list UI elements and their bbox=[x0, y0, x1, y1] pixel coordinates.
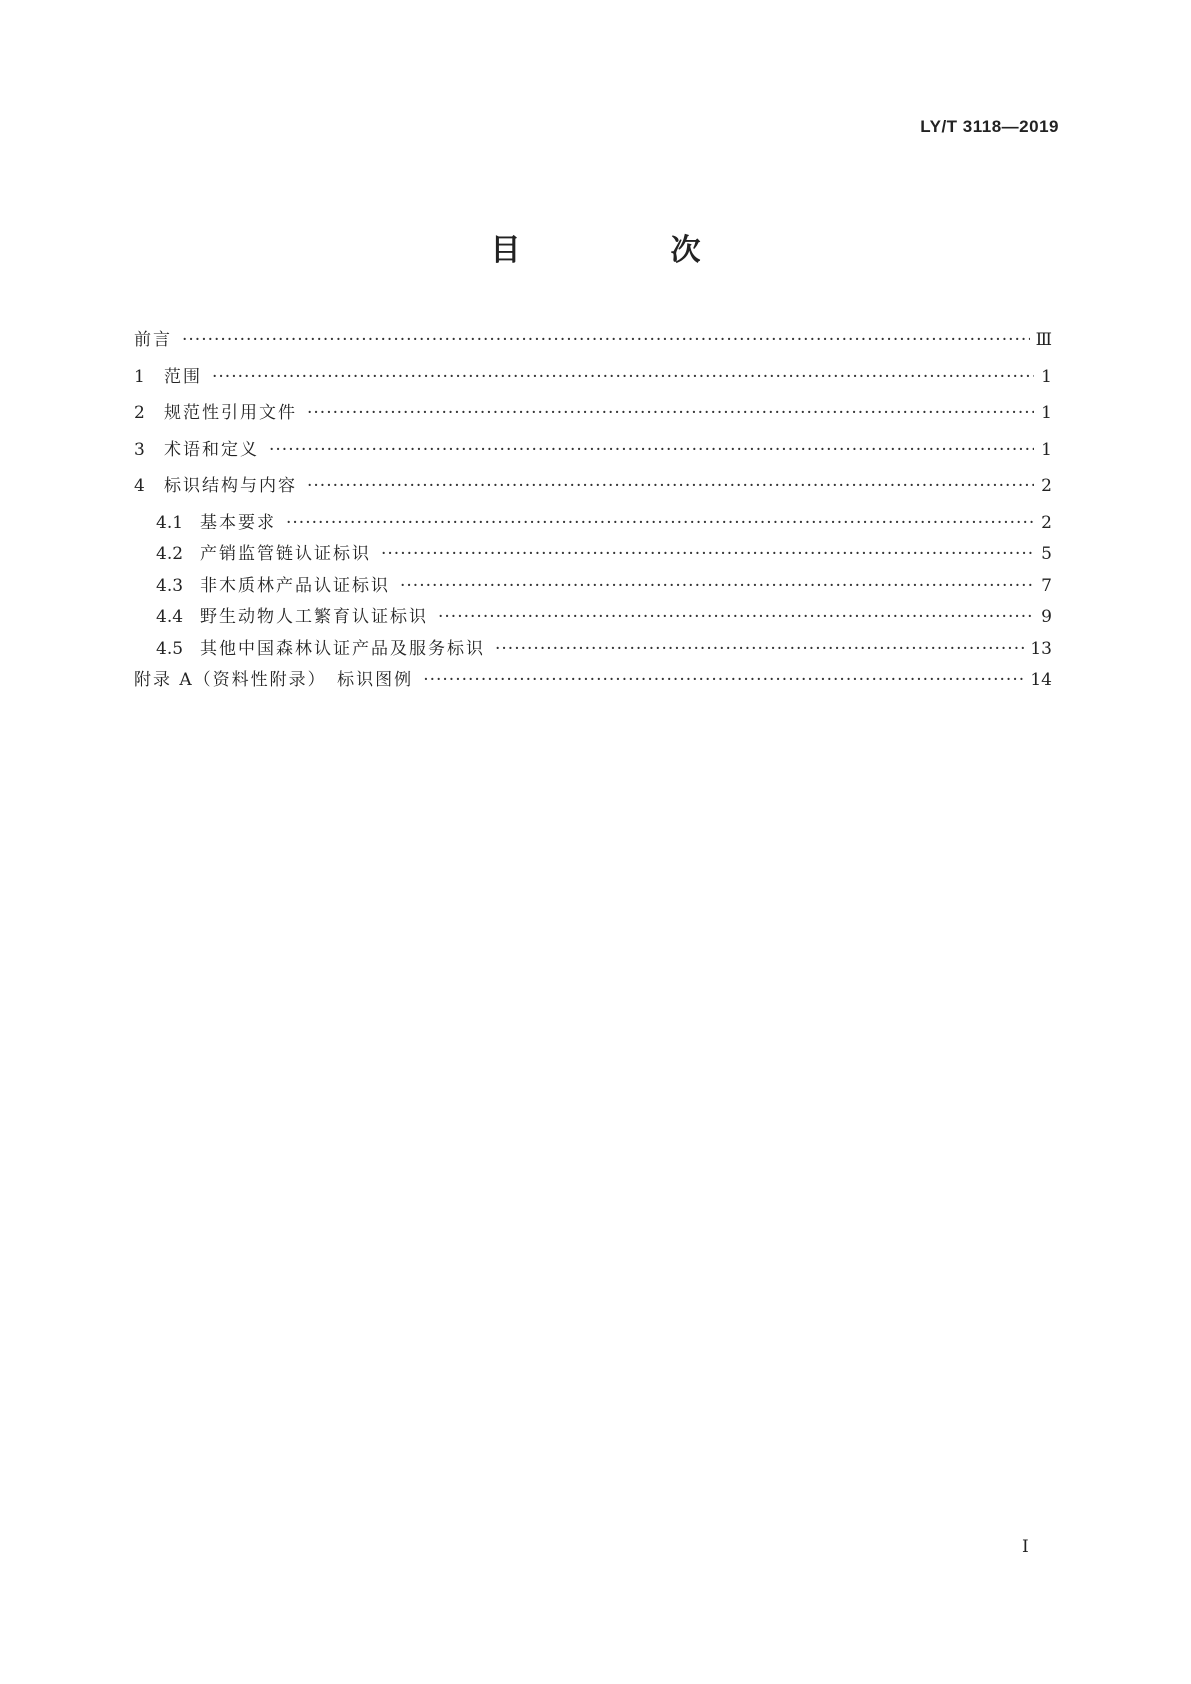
toc-entry-page: Ⅲ bbox=[1035, 330, 1052, 350]
toc-entry-title: 野生动物人工繁育认证标识 bbox=[200, 607, 428, 627]
toc-entry-number: 1 bbox=[134, 366, 145, 387]
toc-entry-number: 2 bbox=[134, 403, 145, 423]
toc-entry-basic-requirements[interactable] bbox=[134, 508, 1052, 540]
toc-entry-number: 4 bbox=[134, 476, 145, 496]
toc-entry-other-products[interactable] bbox=[134, 634, 1052, 666]
toc-entry-foreword[interactable] bbox=[134, 325, 1052, 362]
toc-entry-terms[interactable] bbox=[134, 435, 1052, 472]
toc-entry-number: 4.5 bbox=[156, 638, 184, 659]
toc-entry-page: 2 bbox=[1041, 476, 1052, 496]
toc-entry-title: 附录 A（资料性附录） 标识图例 bbox=[134, 670, 414, 690]
toc-entry-page: 14 bbox=[1030, 670, 1052, 690]
page-number: I bbox=[1022, 1537, 1029, 1557]
toc-entry-normative-references[interactable] bbox=[134, 398, 1052, 435]
toc-leader-dots bbox=[269, 440, 1034, 460]
toc-leader-dots bbox=[495, 639, 1024, 659]
toc-leader-dots bbox=[212, 367, 1034, 387]
toc-leader-dots bbox=[307, 476, 1034, 496]
toc-entry-page: 13 bbox=[1030, 638, 1052, 659]
toc-entry-page: 1 bbox=[1041, 366, 1052, 387]
toc-entry-number: 4.3 bbox=[156, 575, 184, 596]
toc-leader-dots bbox=[438, 607, 1034, 627]
toc-entry-title: 规范性引用文件 bbox=[164, 403, 297, 423]
toc-entry-title: 范围 bbox=[164, 366, 202, 387]
toc-entry-number: 4.4 bbox=[156, 607, 184, 627]
toc-entry-page: 1 bbox=[1041, 439, 1052, 460]
toc-entry-page: 7 bbox=[1041, 575, 1052, 596]
page-title: 目 次 bbox=[490, 233, 761, 268]
toc-entry-title: 标识结构与内容 bbox=[164, 476, 297, 496]
toc-leader-dots bbox=[400, 576, 1034, 596]
toc-entry-number: 3 bbox=[134, 439, 145, 460]
toc-entry-title: 术语和定义 bbox=[164, 439, 259, 460]
toc-leader-dots bbox=[307, 403, 1034, 423]
toc-entry-title: 其他中国森林认证产品及服务标识 bbox=[200, 638, 485, 659]
toc-entry-page: 5 bbox=[1041, 544, 1052, 564]
toc-leader-dots bbox=[381, 544, 1034, 564]
toc-entry-page: 9 bbox=[1041, 607, 1052, 627]
toc-entry-title: 非木质林产品认证标识 bbox=[200, 575, 390, 596]
toc-leader-dots bbox=[423, 670, 1024, 690]
toc-entry-title: 基本要求 bbox=[200, 512, 276, 533]
toc-entry-page: 1 bbox=[1041, 403, 1052, 423]
toc-entry-non-wood-products[interactable] bbox=[134, 571, 1052, 603]
toc-entry-number: 4.1 bbox=[156, 512, 184, 533]
table-of-contents bbox=[134, 325, 1052, 702]
toc-entry-appendix-a[interactable] bbox=[134, 665, 1052, 702]
standard-code: LY/T 3118—2019 bbox=[920, 117, 1059, 136]
toc-entry-title: 产销监管链认证标识 bbox=[200, 544, 371, 564]
toc-entry-number: 4.2 bbox=[156, 544, 184, 564]
toc-entry-page: 2 bbox=[1041, 512, 1052, 533]
toc-entry-wildlife-breeding[interactable] bbox=[134, 602, 1052, 634]
toc-entry-chain-of-custody[interactable] bbox=[134, 539, 1052, 571]
toc-entry-label-structure[interactable] bbox=[134, 471, 1052, 508]
toc-leader-dots bbox=[182, 330, 1030, 350]
toc-entry-title: 前言 bbox=[134, 330, 172, 350]
toc-leader-dots bbox=[286, 513, 1034, 533]
toc-entry-scope[interactable] bbox=[134, 362, 1052, 399]
